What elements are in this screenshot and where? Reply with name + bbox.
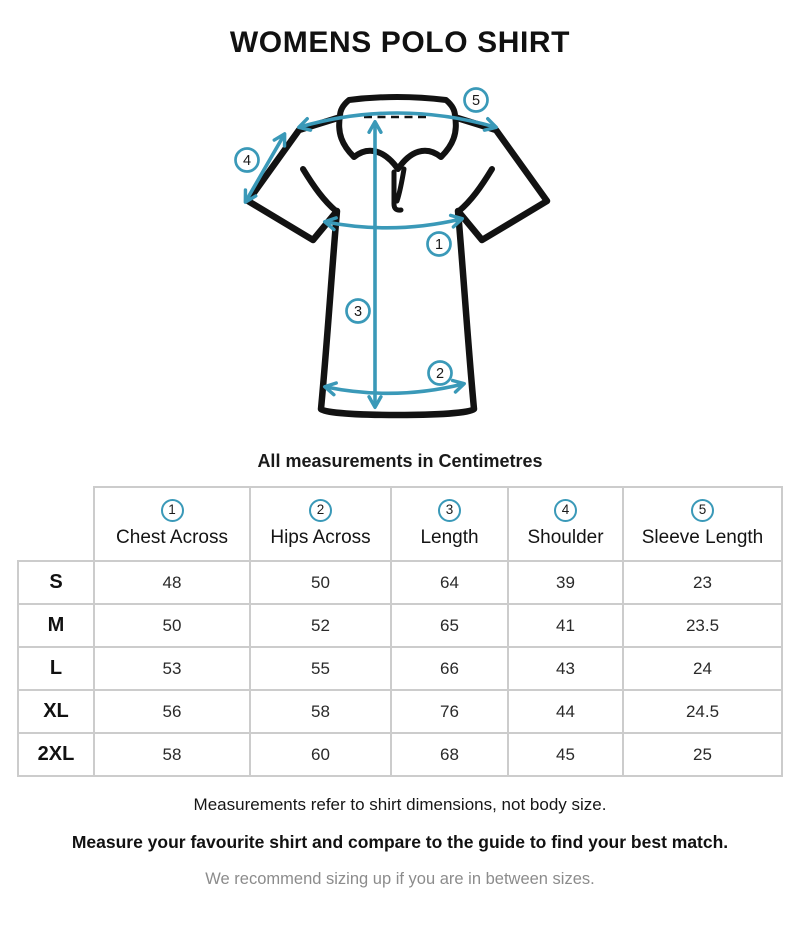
- svg-text:4: 4: [242, 153, 252, 169]
- value-cell: 24.5: [623, 690, 782, 733]
- table-header-row: [18, 487, 782, 561]
- marker-circle-5: [465, 89, 488, 112]
- column-header-label: Hips Across: [270, 527, 371, 548]
- marker-circle-4: [236, 149, 259, 172]
- column-header-length: [391, 487, 508, 561]
- marker-circle-2: [429, 362, 452, 385]
- value-cell: 68: [391, 733, 508, 776]
- value-cell: 23.5: [623, 604, 782, 647]
- value-cell: 25: [623, 733, 782, 776]
- footer-note-compare: Measure your favourite shirt and compare to the guide to find your best match.: [71, 832, 729, 852]
- size-cell: 2XL: [18, 733, 94, 776]
- footer-note-dimensions: Measurements refer to shirt dimensions, not body size.: [193, 795, 607, 814]
- svg-text:2: 2: [435, 366, 445, 382]
- table-row-s: [18, 561, 782, 604]
- collar-outline: [339, 97, 456, 169]
- value-cell: 58: [94, 733, 250, 776]
- column-number-badge: 3: [438, 499, 461, 522]
- marker-circle-3: [347, 300, 370, 323]
- value-cell: 24: [623, 647, 782, 690]
- size-table: [17, 486, 783, 777]
- table-row-m: [18, 604, 782, 647]
- column-header-label: Chest Across: [116, 527, 228, 548]
- value-cell: 50: [250, 561, 391, 604]
- value-cell: 44: [508, 690, 623, 733]
- column-number-badge: 2: [309, 499, 332, 522]
- value-cell: 43: [508, 647, 623, 690]
- column-header-chest-across: [94, 487, 250, 561]
- value-cell: 45: [508, 733, 623, 776]
- column-header-label: Sleeve Length: [641, 527, 764, 548]
- table-body: [18, 561, 782, 776]
- value-cell: 52: [250, 604, 391, 647]
- footer-note-sizing-up: We recommend sizing up if you are in between sizes.: [205, 870, 595, 888]
- polo-shirt-diagram: [220, 83, 580, 443]
- size-cell: S: [18, 561, 94, 604]
- value-cell: 76: [391, 690, 508, 733]
- value-cell: 58: [250, 690, 391, 733]
- size-cell: L: [18, 647, 94, 690]
- table-corner-cell: [18, 487, 94, 561]
- column-number-badge: 5: [691, 499, 714, 522]
- marker-circle-1: [428, 233, 451, 256]
- svg-text:1: 1: [434, 237, 444, 253]
- column-number-badge: 4: [554, 499, 577, 522]
- value-cell: 64: [391, 561, 508, 604]
- size-cell: XL: [18, 690, 94, 733]
- value-cell: 65: [391, 604, 508, 647]
- unit-note: All measurements in Centimetres: [257, 451, 543, 471]
- column-number-badge: 1: [161, 499, 184, 522]
- value-cell: 48: [94, 561, 250, 604]
- value-cell: 53: [94, 647, 250, 690]
- column-header-sleeve-length: [623, 487, 782, 561]
- page-title: WOMENS POLO SHIRT: [229, 26, 571, 59]
- value-cell: 60: [250, 733, 391, 776]
- value-cell: 23: [623, 561, 782, 604]
- column-header-hips-across: [250, 487, 391, 561]
- table-row-xl: [18, 690, 782, 733]
- column-header-label: Shoulder: [527, 527, 604, 548]
- svg-text:5: 5: [471, 93, 481, 109]
- size-cell: M: [18, 604, 94, 647]
- svg-text:3: 3: [353, 304, 363, 320]
- value-cell: 56: [94, 690, 250, 733]
- value-cell: 39: [508, 561, 623, 604]
- shirt-measurement-illustration: [220, 83, 580, 443]
- table-row-l: [18, 647, 782, 690]
- column-header-shoulder: [508, 487, 623, 561]
- value-cell: 50: [94, 604, 250, 647]
- value-cell: 66: [391, 647, 508, 690]
- column-header-label: Length: [420, 527, 479, 548]
- table-row-2xl: [18, 733, 782, 776]
- value-cell: 55: [250, 647, 391, 690]
- value-cell: 41: [508, 604, 623, 647]
